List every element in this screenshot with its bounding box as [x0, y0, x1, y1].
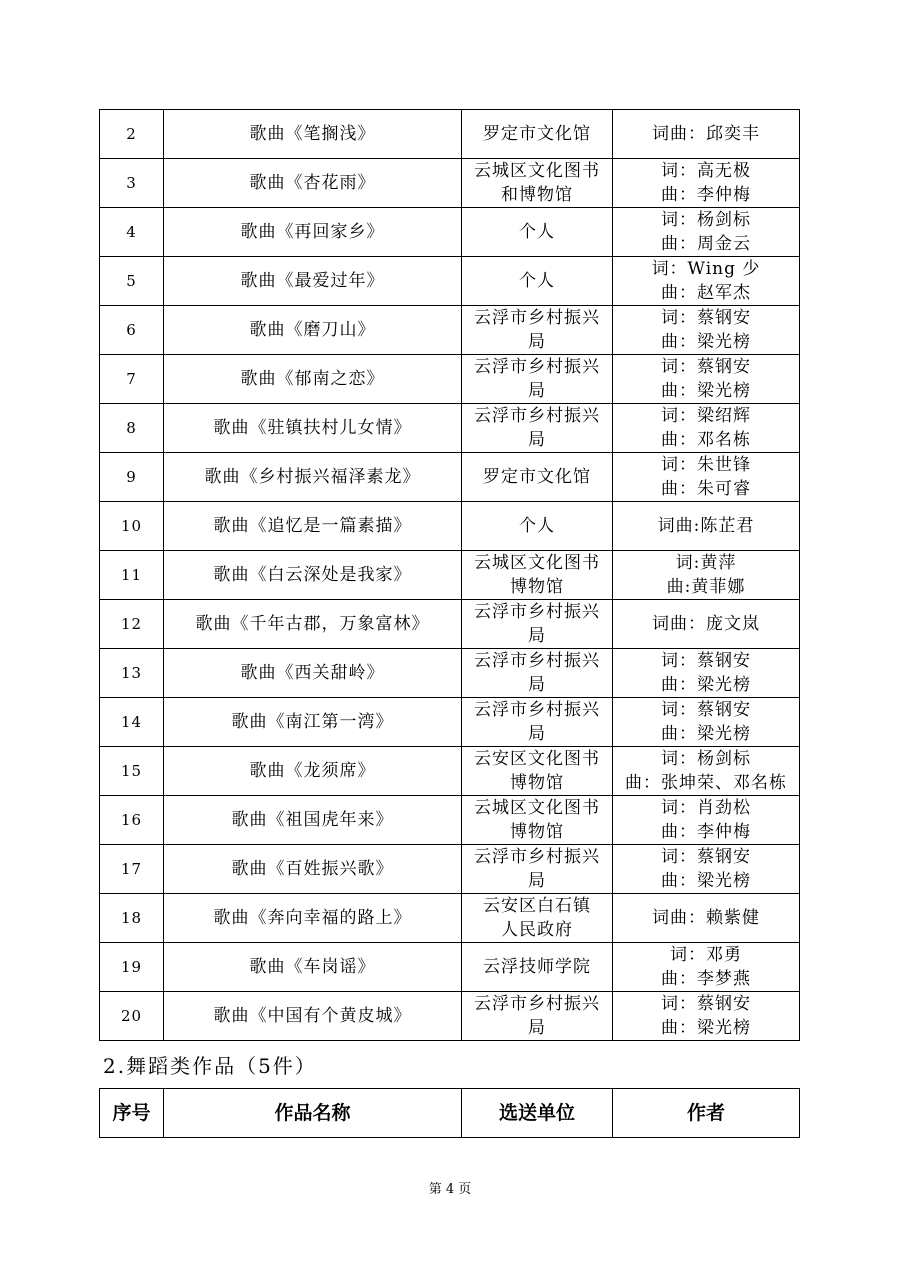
author-line: 曲：邓名栋 — [661, 430, 751, 450]
row-serial-number: 8 — [100, 404, 164, 453]
author-line: 曲：李梦燕 — [661, 969, 751, 989]
row-submitting-unit — [462, 208, 613, 257]
song-works-table-body — [100, 110, 800, 1041]
row-author — [613, 355, 800, 404]
author-line: 曲：梁光榜 — [661, 675, 751, 695]
table-row — [100, 159, 800, 208]
row-submitting-unit — [462, 110, 613, 159]
row-submitting-unit — [462, 404, 613, 453]
row-author — [613, 453, 800, 502]
author-line: 词：杨剑标 — [661, 749, 751, 769]
row-serial-number: 5 — [100, 257, 164, 306]
row-work-title: 歌曲《南江第一湾》 — [164, 698, 462, 747]
row-work-title: 歌曲《祖国虎年来》 — [164, 796, 462, 845]
author-line: 词曲：庞文岚 — [652, 614, 760, 634]
row-serial-number: 17 — [100, 845, 164, 894]
row-work-title: 歌曲《最爱过年》 — [164, 257, 462, 306]
row-serial-number: 6 — [100, 306, 164, 355]
row-author — [613, 845, 800, 894]
row-work-title: 歌曲《追忆是一篇素描》 — [164, 502, 462, 551]
author-line: 词曲：邱奕丰 — [652, 124, 760, 144]
unit-line: 个人 — [519, 222, 555, 242]
row-submitting-unit — [462, 600, 613, 649]
unit-line: 人民政府 — [501, 920, 573, 940]
author-line: 词：邓勇 — [670, 945, 742, 965]
unit-line: 云安区白石镇 — [483, 896, 591, 916]
unit-line: 云浮市乡村振兴 — [474, 406, 600, 426]
unit-line: 云浮市乡村振兴 — [474, 651, 600, 671]
author-line: 曲：梁光榜 — [661, 1018, 751, 1038]
row-submitting-unit — [462, 257, 613, 306]
row-serial-number: 19 — [100, 943, 164, 992]
author-line: 曲：梁光榜 — [661, 871, 751, 891]
author-line: 词：蔡钢安 — [661, 994, 751, 1014]
unit-line: 罗定市文化馆 — [483, 124, 591, 144]
song-works-table — [99, 109, 800, 1041]
unit-line: 局 — [528, 332, 546, 352]
author-line: 词：蔡钢安 — [661, 700, 751, 720]
table-row — [100, 355, 800, 404]
row-serial-number: 10 — [100, 502, 164, 551]
row-author — [613, 943, 800, 992]
header-work-title: 作品名称 — [164, 1089, 462, 1138]
row-author — [613, 551, 800, 600]
row-submitting-unit — [462, 796, 613, 845]
table-row — [100, 747, 800, 796]
table-row — [100, 894, 800, 943]
unit-line: 云城区文化图书 — [474, 798, 600, 818]
table-row — [100, 257, 800, 306]
row-submitting-unit — [462, 502, 613, 551]
author-line: 曲：张坤荣、邓名栋 — [625, 773, 787, 793]
unit-line: 和博物馆 — [501, 185, 573, 205]
row-serial-number: 3 — [100, 159, 164, 208]
row-work-title: 歌曲《笔搁浅》 — [164, 110, 462, 159]
author-line: 词：高无极 — [661, 161, 751, 181]
row-submitting-unit — [462, 453, 613, 502]
author-line: 曲：梁光榜 — [661, 381, 751, 401]
header-author: 作者 — [613, 1089, 800, 1138]
author-line: 曲：梁光榜 — [661, 332, 751, 352]
row-submitting-unit — [462, 943, 613, 992]
row-serial-number: 13 — [100, 649, 164, 698]
author-line: 曲：李仲梅 — [661, 185, 751, 205]
table-row — [100, 796, 800, 845]
row-work-title: 歌曲《磨刀山》 — [164, 306, 462, 355]
row-author — [613, 992, 800, 1041]
unit-line: 局 — [528, 871, 546, 891]
unit-line: 云浮市乡村振兴 — [474, 994, 600, 1014]
unit-line: 云浮市乡村振兴 — [474, 700, 600, 720]
row-author — [613, 796, 800, 845]
unit-line: 局 — [528, 1018, 546, 1038]
table-row — [100, 110, 800, 159]
row-serial-number: 2 — [100, 110, 164, 159]
unit-line: 个人 — [519, 516, 555, 536]
table-row — [100, 649, 800, 698]
unit-line: 局 — [528, 724, 546, 744]
row-work-title: 歌曲《郁南之恋》 — [164, 355, 462, 404]
author-line: 词：梁绍辉 — [661, 406, 751, 426]
unit-line: 云浮市乡村振兴 — [474, 602, 600, 622]
author-line: 词：蔡钢安 — [661, 357, 751, 377]
unit-line: 局 — [528, 430, 546, 450]
row-work-title: 歌曲《奔向幸福的路上》 — [164, 894, 462, 943]
unit-line: 云浮市乡村振兴 — [474, 308, 600, 328]
table-row — [100, 453, 800, 502]
row-serial-number: 15 — [100, 747, 164, 796]
row-work-title: 歌曲《乡村振兴福泽素龙》 — [164, 453, 462, 502]
author-line: 词：蔡钢安 — [661, 651, 751, 671]
unit-line: 罗定市文化馆 — [483, 467, 591, 487]
table-row — [100, 502, 800, 551]
row-work-title: 歌曲《再回家乡》 — [164, 208, 462, 257]
row-submitting-unit — [462, 355, 613, 404]
row-author — [613, 208, 800, 257]
row-author — [613, 110, 800, 159]
row-author — [613, 600, 800, 649]
unit-line: 博物馆 — [510, 822, 564, 842]
row-serial-number: 11 — [100, 551, 164, 600]
row-author — [613, 159, 800, 208]
author-line: 曲：朱可睿 — [661, 479, 751, 499]
unit-line: 博物馆 — [510, 773, 564, 793]
row-work-title: 歌曲《杏花雨》 — [164, 159, 462, 208]
author-line: 词：蔡钢安 — [661, 847, 751, 867]
row-submitting-unit — [462, 845, 613, 894]
row-work-title: 歌曲《百姓振兴歌》 — [164, 845, 462, 894]
table-row — [100, 306, 800, 355]
row-work-title: 歌曲《西关甜岭》 — [164, 649, 462, 698]
unit-line: 局 — [528, 381, 546, 401]
table-row — [100, 404, 800, 453]
unit-line: 云城区文化图书 — [474, 553, 600, 573]
header-serial-number: 序号 — [100, 1089, 164, 1138]
table-row — [100, 551, 800, 600]
row-submitting-unit — [462, 698, 613, 747]
dance-works-table-header — [99, 1088, 800, 1138]
table-row — [100, 698, 800, 747]
row-submitting-unit — [462, 159, 613, 208]
row-serial-number: 14 — [100, 698, 164, 747]
row-submitting-unit — [462, 306, 613, 355]
author-line: 曲：赵军杰 — [661, 283, 751, 303]
table-row — [100, 943, 800, 992]
table-row — [100, 992, 800, 1041]
unit-line: 博物馆 — [510, 577, 564, 597]
row-work-title: 歌曲《千年古郡，万象富林》 — [164, 600, 462, 649]
row-submitting-unit — [462, 649, 613, 698]
author-line: 词曲：赖紫健 — [652, 908, 760, 928]
table-row — [100, 600, 800, 649]
row-work-title: 歌曲《车岗谣》 — [164, 943, 462, 992]
author-line: 词曲:陈芷君 — [657, 516, 755, 536]
dance-section-heading: 2.舞蹈类作品（5件） — [103, 1054, 317, 1078]
unit-line: 局 — [528, 675, 546, 695]
unit-line: 局 — [528, 626, 546, 646]
row-author — [613, 404, 800, 453]
unit-line: 个人 — [519, 271, 555, 291]
row-author — [613, 747, 800, 796]
table-header-row — [100, 1089, 800, 1138]
row-submitting-unit — [462, 894, 613, 943]
unit-line: 云浮技师学院 — [483, 957, 591, 977]
row-serial-number: 12 — [100, 600, 164, 649]
row-author — [613, 698, 800, 747]
unit-line: 云浮市乡村振兴 — [474, 847, 600, 867]
author-line: 词：朱世锋 — [661, 455, 751, 475]
row-author — [613, 257, 800, 306]
author-line: 曲：周金云 — [661, 234, 751, 254]
row-serial-number: 9 — [100, 453, 164, 502]
row-serial-number: 20 — [100, 992, 164, 1041]
unit-line: 云浮市乡村振兴 — [474, 357, 600, 377]
unit-line: 云城区文化图书 — [474, 161, 600, 181]
row-work-title: 歌曲《驻镇扶村儿女情》 — [164, 404, 462, 453]
table-row — [100, 208, 800, 257]
row-author — [613, 894, 800, 943]
author-line: 曲：梁光榜 — [661, 724, 751, 744]
row-serial-number: 16 — [100, 796, 164, 845]
row-work-title: 歌曲《龙须席》 — [164, 747, 462, 796]
page-footer: 第 4 页 — [428, 1182, 472, 1197]
row-author — [613, 306, 800, 355]
row-submitting-unit — [462, 551, 613, 600]
row-serial-number: 4 — [100, 208, 164, 257]
row-author — [613, 502, 800, 551]
row-work-title: 歌曲《白云深处是我家》 — [164, 551, 462, 600]
row-serial-number: 7 — [100, 355, 164, 404]
table-row — [100, 845, 800, 894]
author-line: 曲:黄菲娜 — [666, 577, 746, 597]
unit-line: 云安区文化图书 — [474, 749, 600, 769]
row-serial-number: 18 — [100, 894, 164, 943]
author-line: 词：肖劲松 — [661, 798, 751, 818]
row-submitting-unit — [462, 747, 613, 796]
author-line: 词：Wing 少 — [651, 259, 761, 279]
row-work-title: 歌曲《中国有个黄皮城》 — [164, 992, 462, 1041]
author-line: 词：蔡钢安 — [661, 308, 751, 328]
author-line: 词:黄萍 — [675, 553, 737, 573]
row-submitting-unit — [462, 992, 613, 1041]
author-line: 曲：李仲梅 — [661, 822, 751, 842]
row-author — [613, 649, 800, 698]
author-line: 词：杨剑标 — [661, 210, 751, 230]
header-submitting-unit: 选送单位 — [462, 1089, 613, 1138]
